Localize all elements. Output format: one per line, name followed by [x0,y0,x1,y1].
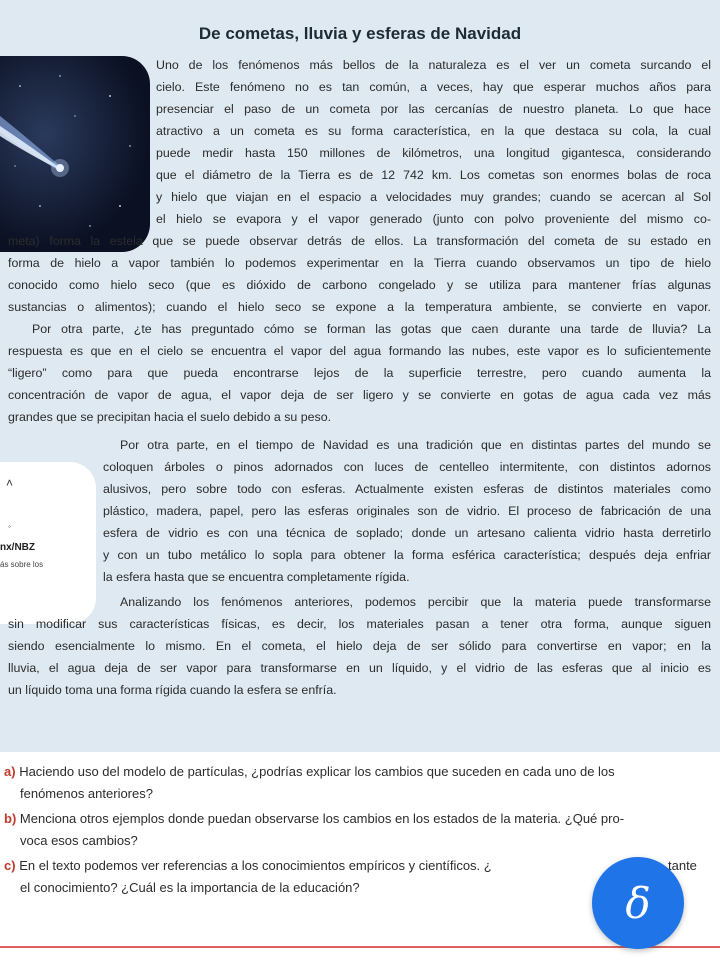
text-line: plástico, madera, papel, pero las esferas originales son de vidrio. El proceso de fabricación de una [103,504,711,518]
question-c [4,857,492,875]
question-letter: c) [4,858,16,873]
page-title: De cometas, lluvia y esferas de Navidad [198,24,522,43]
text-line: puede medir hasta 150 millones de kilómetros, una longitud gigantesca, considerando [156,146,711,160]
text-line: coloquen árboles o pinos adornados con luces de centelleo intermitente, con distintos adornos [103,460,711,474]
question-b [4,810,624,828]
christmas-tree-image [0,462,96,624]
text-line: Analizando los fenómenos anteriores, podemos percibir que la materia puede transformarse [120,595,711,609]
question-c-cont: el conocimiento? ¿Cuál es la importancia de la educación? [20,880,360,895]
text-line: esfera de vidrio es con una técnica de soplado; donde un artesano calienta vidrio hasta derretirlo [103,526,711,540]
text-line: presenciar el paso de un cometa por las cercanías de nuestro planeta. Lo que hace [156,102,711,116]
text-line: “ligero” como para que pueda encontrarse lejos de la superficie terrestre, pero cuando aumenta la [8,366,711,380]
text-line: sin modificar sus características físicas, es decir, los materiales pasan a tener otra forma, aunque siguen [8,617,711,631]
question-text: Menciona otros ejemplos donde puedan observarse los cambios en los estados de la materia. ¿Qué pro- [19,811,625,826]
question-a-cont: fenómenos anteriores? [20,786,153,801]
text-line: y hielo que viajan en el espacio a velocidades muy grandes; cuando se acercan al Sol [156,190,711,204]
question-letter: a) [4,764,16,779]
text-line: lluvia, el agua deja de ser vapor para transformarse en un líquido, y el vidrio de las esferas que al inicio es [8,661,711,675]
question-c-fragment: tante [668,858,697,873]
bottom-divider [0,946,720,948]
text-line: alusivos, pero sobre todo con esferas. Actualmente existen esferas de distintos materiales como [103,482,711,496]
text-line: un líquido toma una forma rígida cuando la esfera se enfría. [8,683,337,697]
text-line: el hielo se evapora y el vapor generado (junto con polvo proveniente del mismo co- [156,212,711,226]
text-line: meta) forma la estela que se puede observar detrás de ellos. La transformación del cometa de su estado en [8,234,711,248]
question-a [4,763,615,781]
question-letter: b) [4,811,17,826]
text-line: conocido como hielo seco (que es dióxido de carbono congelado y se utiliza para mantener frías algunas [8,278,711,292]
text-line: grandes que se precipitan hacia el suelo debido a su peso. [8,410,332,424]
text-line: Por otra parte, en el tiempo de Navidad es una tradición que en distintas partes del mundo se [120,438,711,452]
comet-image [0,56,150,252]
question-text: En el texto podemos ver referencias a los conocimientos empíricos y científicos. ¿ [19,858,492,873]
text-line: y con un tubo metálico lo sopla para obtener la forma esférica característica; después deja enfriar [103,548,711,562]
question-text: Haciendo uso del modelo de partículas, ¿podrías explicar los cambios que suceden en cada uno de los [19,764,615,779]
question-b-cont: voca esos cambios? [20,833,138,848]
text-line: concentración de vapor de agua, el vapor deja de ser ligero y se convierte en gotas de agua cada vez más [8,388,711,402]
text-line: que el diámetro de la Tierra es de 12 742 km. Los cometas son enormes bolas de roca [156,168,711,182]
text-line: sustancias o alimentos); cuando el hielo seco se expone a la temperatura ambiente, se convierte en vapor. [8,300,711,314]
image-caption: ás sobre los [0,560,44,569]
text-line: cielo. Este fenómeno no es tan común, a veces, hay que esperar muchos años para [156,80,711,94]
ornament-icon: ◦ [8,522,11,531]
floating-action-button[interactable] [592,857,684,949]
text-line: Uno de los fenómenos más bellos de la naturaleza es el ver un cometa surcando el [156,58,711,72]
text-line: respuesta es que en el cielo se encuentra el vapor del agua formando las nubes, este vapor es lo suficientemente [8,344,711,358]
text-line: la esfera hasta que se encuentra completamente rígida. [103,570,410,584]
brand-logo-icon: ẟ [625,878,651,928]
text-line: forma de hielo a vapor también lo podemos experimentar en la Tierra cuando observamos un tipo de hielo [8,256,711,270]
text-line: Por otra parte, ¿te has preguntado cómo se forman las gotas que caen durante una tarde de lluvia? La [32,322,711,336]
text-line: atractivo a un cometa es su forma característica, en la que destaca su cola, la cual [156,124,711,138]
image-credit: nx/NBZ [0,542,35,553]
star-icon: ˄ [6,476,14,490]
text-line: siendo esencialmente lo mismo. En el cometa, el hielo deja de ser sólido para convertirse en vapor; en la [8,639,711,653]
